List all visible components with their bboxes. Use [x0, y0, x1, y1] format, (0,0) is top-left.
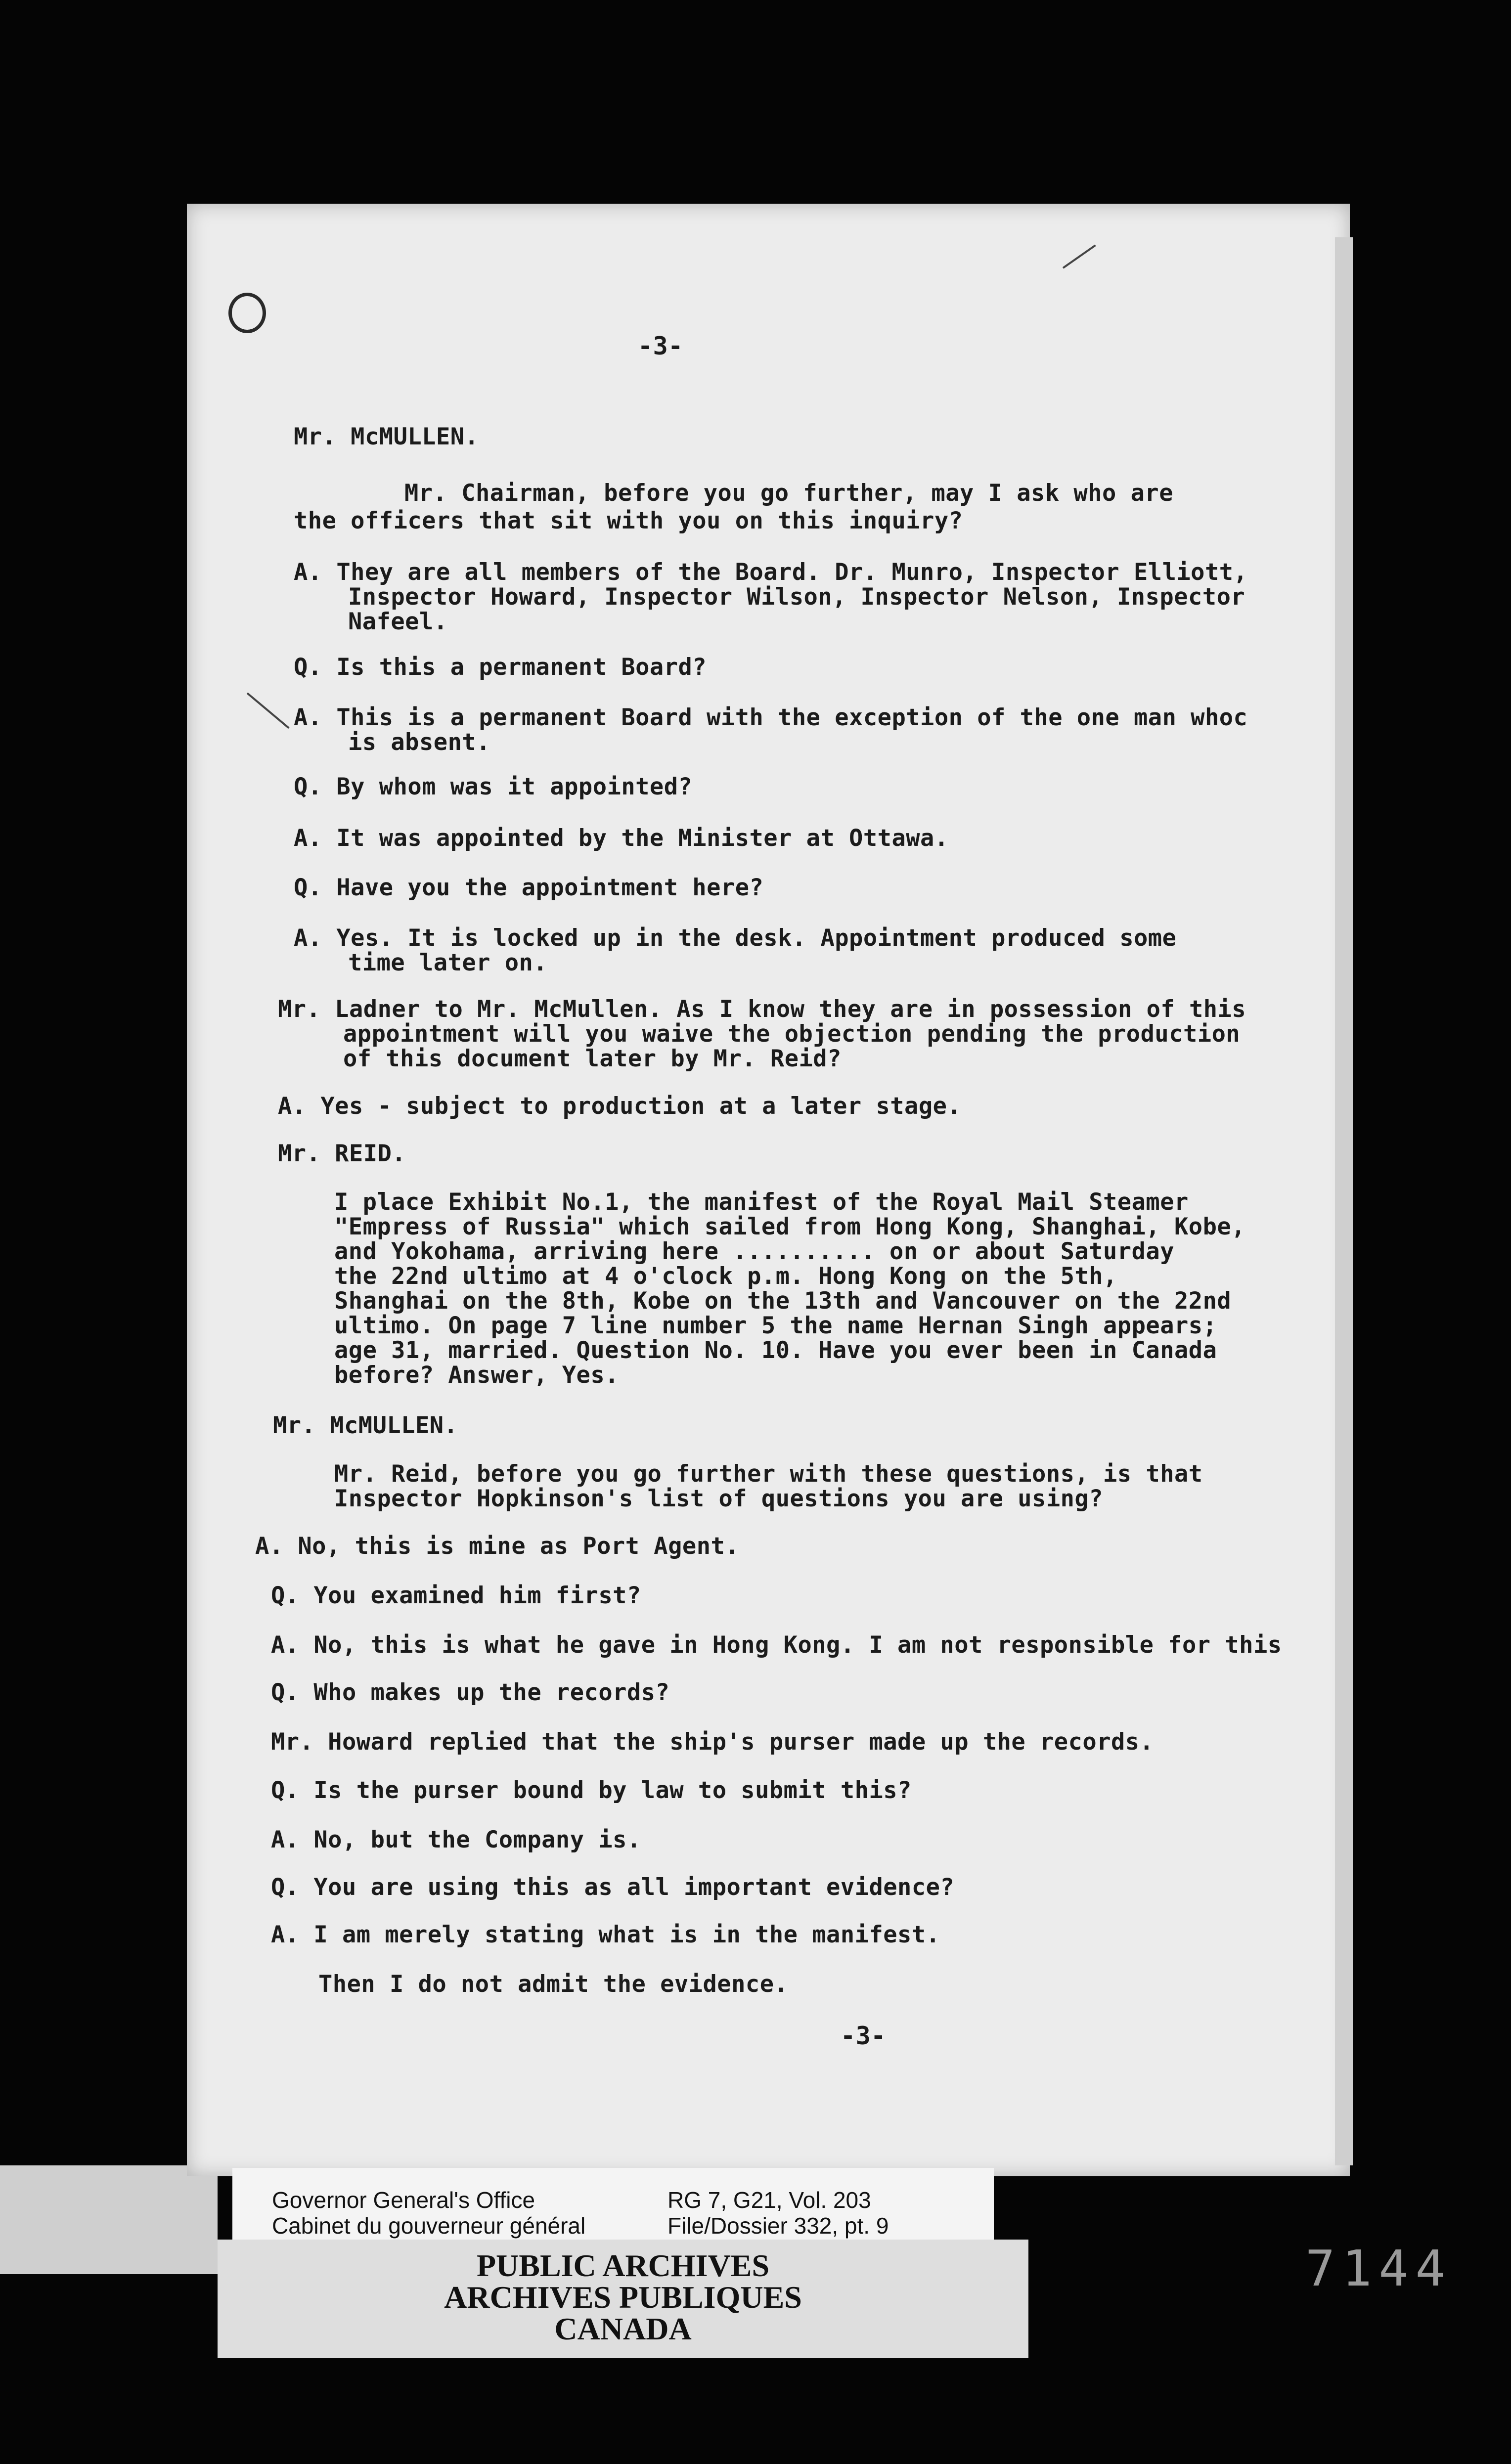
line-21: "Empress of Russia" which sailed from Hong Kong, Shanghai, Kobe, — [334, 1213, 1245, 1240]
office-french: Cabinet du gouverneur général — [272, 2213, 586, 2239]
line-22: and Yokohama, arriving here .......... on or about Saturday — [334, 1238, 1174, 1265]
line-37: A. No, but the Company is. — [271, 1826, 641, 1853]
record-group-ref: RG 7, G21, Vol. 203 — [667, 2187, 871, 2213]
line-7: Q. Is this a permanent Board? — [294, 654, 707, 681]
line-4: A. They are all members of the Board. Dr. Munro, Inspector Elliott, — [294, 559, 1248, 586]
line-16: appointment will you waive the objection pending the production — [343, 1020, 1241, 1048]
line-28: Mr. McMULLEN. — [273, 1412, 458, 1439]
stamp-line-3: CANADA — [554, 2311, 692, 2346]
line-23: the 22nd ultimo at 4 o'clock p.m. Hong Kong on the 5th, — [334, 1263, 1117, 1290]
line-19: Mr. REID. — [278, 1140, 406, 1167]
line-27: before? Answer, Yes. — [334, 1362, 619, 1389]
film-margin — [0, 2165, 218, 2274]
line-24: Shanghai on the 8th, Kobe on the 13th and Vancouver on the 22nd — [334, 1287, 1232, 1315]
frame-number: 7144 — [1305, 2240, 1452, 2297]
line-10: Q. By whom was it appointed? — [294, 773, 693, 800]
line-11: A. It was appointed by the Minister at Ottawa. — [294, 825, 949, 852]
office-english: Governor General's Office — [272, 2187, 535, 2213]
line-39: A. I am merely stating what is in the manifest. — [271, 1921, 940, 1948]
line-31: A. No, this is mine as Port Agent. — [255, 1533, 740, 1560]
line-35: Mr. Howard replied that the ship's purser made up the records. — [271, 1728, 1154, 1756]
line-40: Then I do not admit the evidence. — [318, 1971, 789, 1998]
page-number-bottom: -3- — [841, 2022, 886, 2050]
line-3: the officers that sit with you on this inquiry? — [294, 507, 963, 534]
line-30: Inspector Hopkinson's list of questions you are using? — [334, 1485, 1104, 1512]
file-dossier-ref: File/Dossier 332, pt. 9 — [667, 2213, 889, 2239]
stamp-line-2: ARCHIVES PUBLIQUES — [444, 2280, 802, 2315]
line-8: A. This is a permanent Board with the exception of the one man whoc — [294, 704, 1248, 731]
line-13: A. Yes. It is locked up in the desk. Appointment produced some — [294, 924, 1177, 952]
line-14: time later on. — [348, 949, 548, 976]
line-26: age 31, married. Question No. 10. Have you ever been in Canada — [334, 1337, 1217, 1364]
line-20: I place Exhibit No.1, the manifest of the Royal Mail Steamer — [334, 1188, 1189, 1216]
page-number-top: -3- — [638, 332, 683, 360]
line-12: Q. Have you the appointment here? — [294, 874, 764, 901]
line-1: Mr. McMULLEN. — [294, 423, 479, 450]
line-9: is absent. — [348, 729, 490, 756]
line-17: of this document later by Mr. Reid? — [343, 1045, 842, 1072]
line-33: A. No, this is what he gave in Hong Kong. I am not responsible for this — [271, 1631, 1282, 1659]
punch-hole — [228, 293, 266, 333]
line-32: Q. You examined him first? — [271, 1582, 641, 1609]
line-29: Mr. Reid, before you go further with these questions, is that — [334, 1460, 1203, 1488]
line-34: Q. Who makes up the records? — [271, 1679, 670, 1706]
line-15: Mr. Ladner to Mr. McMullen. As I know they are in possession of this — [278, 996, 1246, 1023]
line-6: Nafeel. — [348, 608, 448, 635]
line-2: Mr. Chairman, before you go further, may I ask who are — [404, 480, 1174, 507]
line-18: A. Yes - subject to production at a later stage. — [278, 1093, 962, 1120]
line-36: Q. Is the purser bound by law to submit this? — [271, 1777, 912, 1804]
line-5: Inspector Howard, Inspector Wilson, Inspector Nelson, Inspector — [348, 583, 1245, 611]
line-38: Q. You are using this as all important evidence? — [271, 1874, 955, 1901]
public-archives-stamp — [218, 2240, 1028, 2358]
page-edge — [1335, 237, 1353, 2165]
line-25: ultimo. On page 7 line number 5 the name Hernan Singh appears; — [334, 1312, 1217, 1339]
stamp-line-1: PUBLIC ARCHIVES — [476, 2248, 770, 2283]
